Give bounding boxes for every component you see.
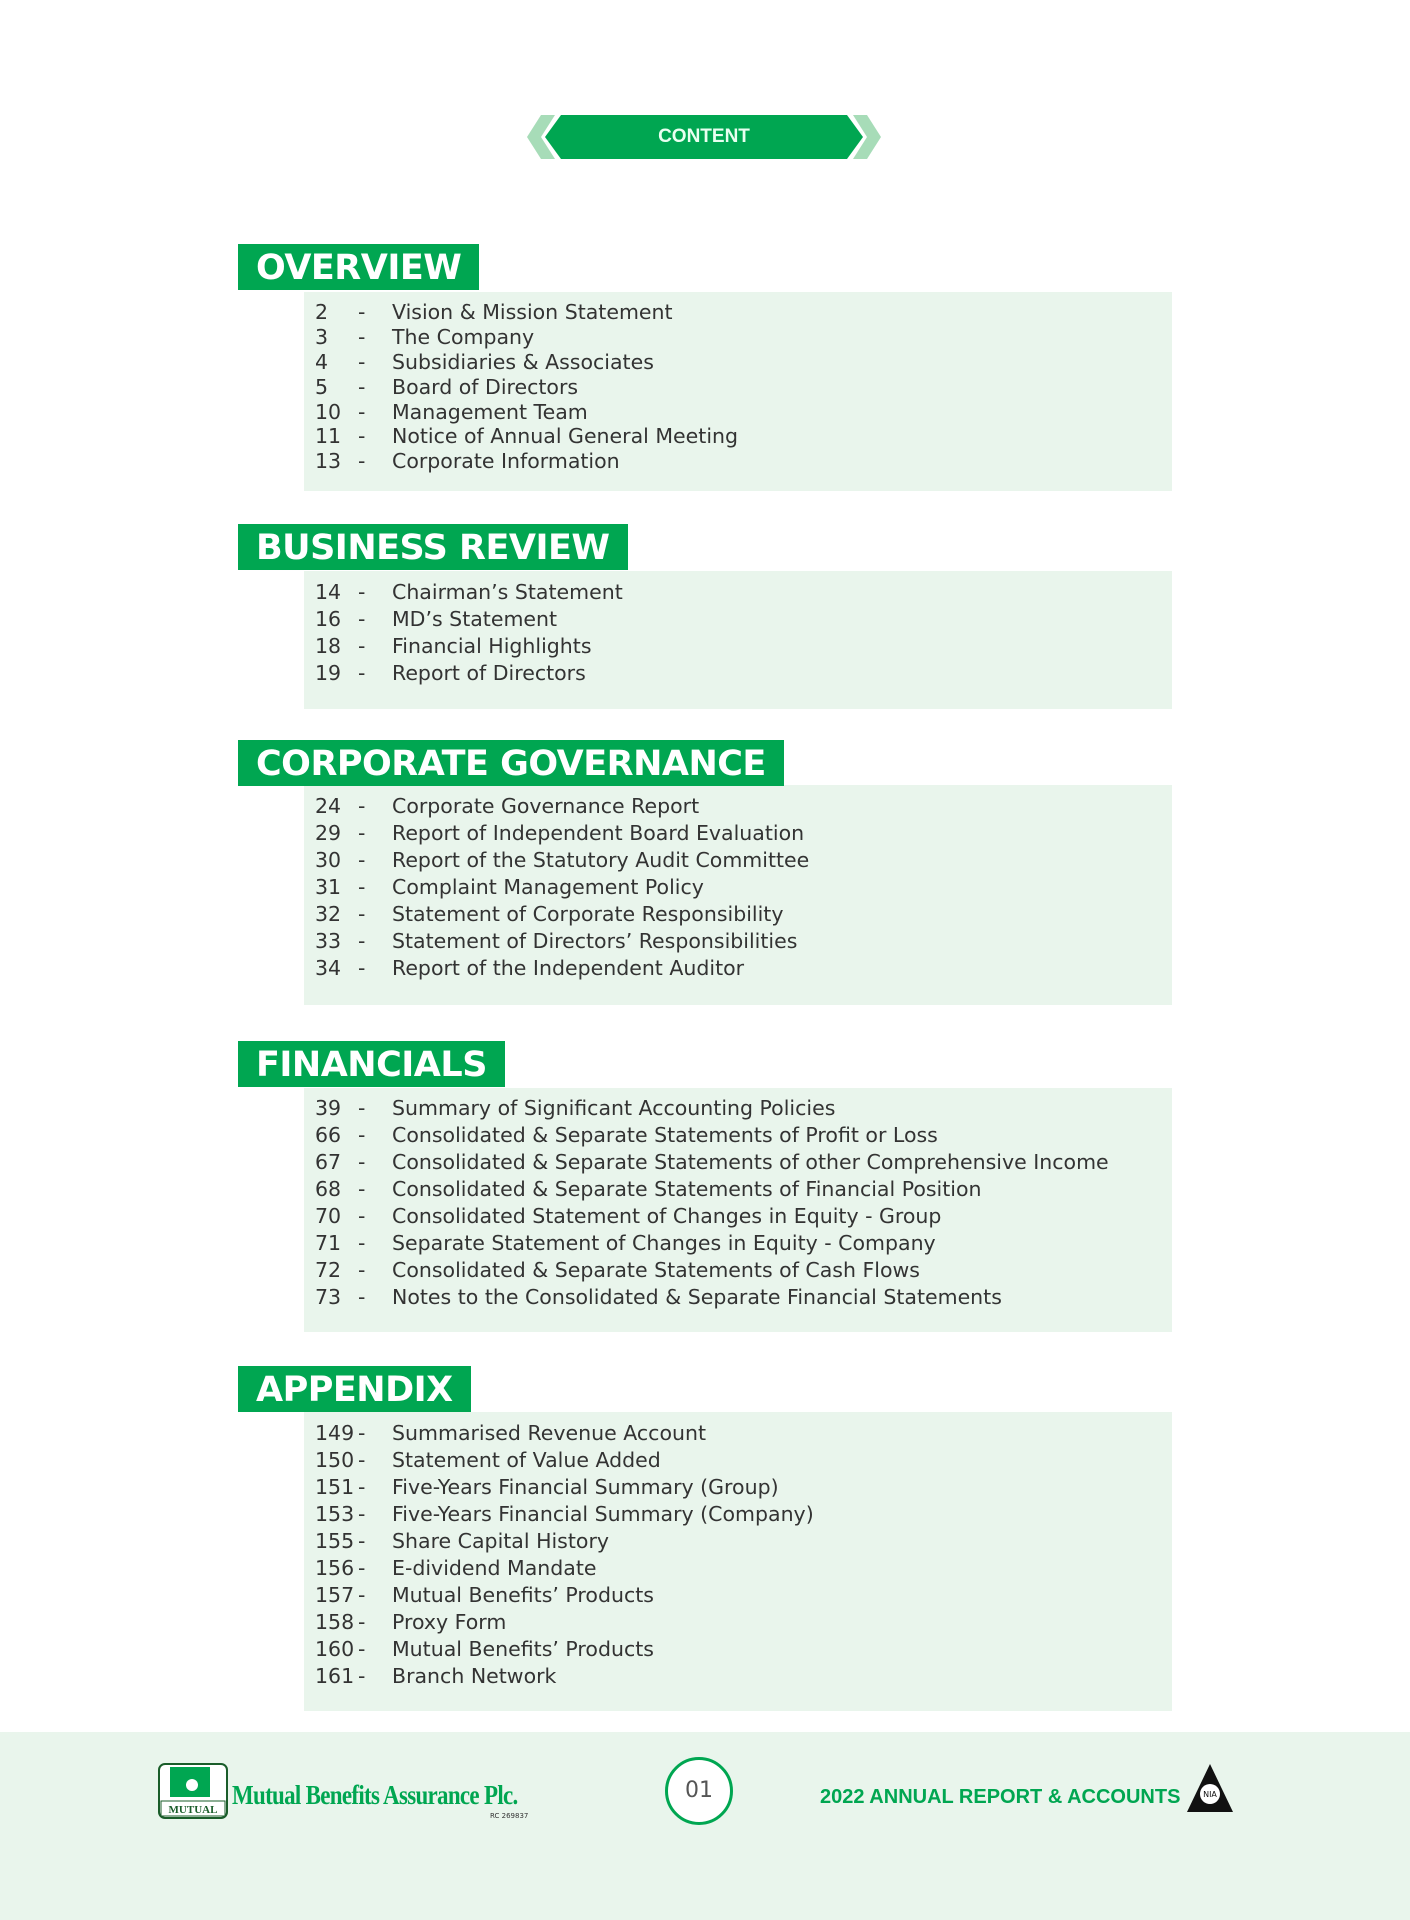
toc-page-number: 160 bbox=[315, 1637, 355, 1661]
toc-title: Statement of Value Added bbox=[392, 1448, 661, 1472]
toc-title: Corporate Governance Report bbox=[392, 794, 700, 818]
toc-page-number: 31 bbox=[315, 875, 342, 899]
toc-page-number: 161 bbox=[315, 1664, 355, 1688]
toc-page-number: 29 bbox=[315, 821, 342, 845]
toc-title: Consolidated Statement of Changes in Equity - Group bbox=[392, 1204, 942, 1228]
mutual-logo-icon bbox=[158, 1763, 228, 1819]
toc-page-number: 2 bbox=[315, 300, 329, 324]
toc-dash: - bbox=[358, 424, 366, 449]
toc-title: Consolidated & Separate Statements of other Comprehensive Income bbox=[392, 1150, 1109, 1174]
section-financials bbox=[304, 1088, 1172, 1332]
toc-page-number: 158 bbox=[315, 1610, 355, 1634]
toc-page-number: 19 bbox=[315, 661, 342, 685]
toc-title: Summary of Significant Accounting Policies bbox=[392, 1096, 836, 1120]
toc-title: Chairman’s Statement bbox=[392, 580, 623, 604]
toc-page-number: 72 bbox=[315, 1258, 342, 1282]
toc-page-number: 151 bbox=[315, 1475, 355, 1499]
toc-page-number: 153 bbox=[315, 1502, 355, 1526]
toc-page-number: 14 bbox=[315, 580, 342, 604]
toc-title: The Company bbox=[392, 324, 535, 349]
toc-title: Vision & Mission Statement bbox=[392, 300, 673, 324]
toc-dash: - bbox=[358, 1285, 366, 1309]
toc-title: Consolidated & Separate Statements of Cash Flows bbox=[392, 1258, 920, 1282]
toc-page-number: 71 bbox=[315, 1231, 342, 1255]
toc-title: Financial Highlights bbox=[392, 634, 592, 658]
toc-dash: - bbox=[358, 1231, 366, 1255]
toc-dash: - bbox=[358, 1583, 366, 1607]
toc-dash: - bbox=[358, 821, 366, 845]
toc-dash: - bbox=[358, 300, 366, 324]
toc-dash: - bbox=[358, 902, 366, 926]
toc-title: E-dividend Mandate bbox=[392, 1556, 597, 1580]
toc-title: Statement of Directors’ Responsibilities bbox=[392, 929, 798, 953]
toc-dash: - bbox=[358, 1123, 366, 1147]
toc-dash: - bbox=[358, 580, 366, 604]
section-heading-appendix: APPENDIX bbox=[238, 1366, 471, 1412]
content-title: CONTENT bbox=[658, 126, 750, 147]
toc-title: Consolidated & Separate Statements of Financial Position bbox=[392, 1177, 982, 1201]
report-title: 2022 ANNUAL REPORT & ACCOUNTS bbox=[820, 1786, 1181, 1808]
toc-title: Report of Independent Board Evaluation bbox=[392, 821, 805, 845]
section-heading-corporate-governance: CORPORATE GOVERNANCE bbox=[238, 740, 784, 786]
toc-dash: - bbox=[358, 1475, 366, 1499]
company-name: Mutual Benefits Assurance Plc. bbox=[232, 1780, 518, 1810]
svg-text:MUTUAL: MUTUAL bbox=[168, 1804, 218, 1816]
section-heading-overview: OVERVIEW bbox=[238, 244, 479, 290]
page-number: 01 bbox=[665, 1757, 733, 1825]
content-banner bbox=[521, 115, 887, 159]
toc-page-number: 13 bbox=[315, 449, 342, 474]
toc-dash: - bbox=[358, 1448, 366, 1472]
toc-page-number: 10 bbox=[315, 399, 342, 424]
toc-title: Share Capital History bbox=[392, 1529, 610, 1553]
toc-page-number: 4 bbox=[315, 349, 329, 374]
toc-dash: - bbox=[358, 634, 366, 658]
toc-title: Corporate Information bbox=[392, 449, 620, 474]
toc-page-number: 18 bbox=[315, 634, 342, 658]
toc-page-number: 66 bbox=[315, 1123, 342, 1147]
section-overview bbox=[304, 292, 1172, 491]
toc-dash: - bbox=[358, 929, 366, 953]
section-appendix bbox=[304, 1412, 1172, 1711]
toc-title: Mutual Benefits’ Products bbox=[392, 1637, 654, 1661]
toc-title: Report of the Independent Auditor bbox=[392, 956, 745, 980]
toc-page-number: 156 bbox=[315, 1556, 355, 1580]
toc-dash: - bbox=[358, 374, 366, 399]
rc-number: RC 269837 bbox=[490, 1812, 529, 1820]
toc-page-number: 150 bbox=[315, 1448, 355, 1472]
toc-page-number: 67 bbox=[315, 1150, 342, 1174]
toc-page-number: 73 bbox=[315, 1285, 342, 1309]
toc-dash: - bbox=[358, 607, 366, 631]
toc-page-number: 68 bbox=[315, 1177, 342, 1201]
toc-title: Report of the Statutory Audit Committee bbox=[392, 848, 810, 872]
toc-title: Complaint Management Policy bbox=[392, 875, 704, 899]
toc-title: Consolidated & Separate Statements of Profit or Loss bbox=[392, 1123, 938, 1147]
toc-dash: - bbox=[358, 661, 366, 685]
toc-title: Proxy Form bbox=[392, 1610, 507, 1634]
section-heading-financials: FINANCIALS bbox=[238, 1041, 505, 1087]
toc-page-number: 30 bbox=[315, 848, 342, 872]
toc-title: Report of Directors bbox=[392, 661, 586, 685]
toc-page-number: 70 bbox=[315, 1204, 342, 1228]
toc-title: Separate Statement of Changes in Equity - Company bbox=[392, 1231, 936, 1255]
toc-title: MD’s Statement bbox=[392, 607, 558, 631]
toc-dash: - bbox=[358, 875, 366, 899]
section-business-review bbox=[304, 571, 1172, 709]
toc-title: Five-Years Financial Summary (Company) bbox=[392, 1502, 814, 1526]
toc-dash: - bbox=[358, 1204, 366, 1228]
toc-dash: - bbox=[358, 349, 366, 374]
toc-dash: - bbox=[358, 848, 366, 872]
svg-text:NIA: NIA bbox=[1203, 1790, 1217, 1799]
toc-title: Summarised Revenue Account bbox=[392, 1421, 707, 1445]
toc-dash: - bbox=[358, 1421, 366, 1445]
toc-page-number: 155 bbox=[315, 1529, 355, 1553]
nia-logo-icon bbox=[1185, 1762, 1235, 1818]
toc-title: Notice of Annual General Meeting bbox=[392, 424, 739, 449]
toc-dash: - bbox=[358, 1258, 366, 1282]
toc-dash: - bbox=[358, 1150, 366, 1174]
toc-page-number: 16 bbox=[315, 607, 342, 631]
toc-title: Statement of Corporate Responsibility bbox=[392, 902, 784, 926]
toc-dash: - bbox=[358, 399, 366, 424]
toc-page-number: 157 bbox=[315, 1583, 355, 1607]
toc-dash: - bbox=[358, 1610, 366, 1634]
toc-page-number: 33 bbox=[315, 929, 342, 953]
toc-page-number: 34 bbox=[315, 956, 342, 980]
toc-dash: - bbox=[358, 1529, 366, 1553]
toc-dash: - bbox=[358, 794, 366, 818]
toc-page-number: 5 bbox=[315, 374, 329, 399]
toc-title: Subsidiaries & Associates bbox=[392, 349, 654, 374]
toc-dash: - bbox=[358, 1556, 366, 1580]
toc-dash: - bbox=[358, 1502, 366, 1526]
toc-page-number: 149 bbox=[315, 1421, 355, 1445]
toc-title: Mutual Benefits’ Products bbox=[392, 1583, 654, 1607]
section-heading-business-review: BUSINESS REVIEW bbox=[238, 524, 628, 570]
toc-dash: - bbox=[358, 449, 366, 474]
toc-title: Board of Directors bbox=[392, 374, 579, 399]
toc-page-number: 3 bbox=[315, 324, 329, 349]
toc-title: Notes to the Consolidated & Separate Financial Statements bbox=[392, 1285, 1002, 1309]
toc-page-number: 24 bbox=[315, 794, 342, 818]
toc-dash: - bbox=[358, 1177, 366, 1201]
section-corporate-governance bbox=[304, 785, 1172, 1005]
toc-dash: - bbox=[358, 324, 366, 349]
toc-title: Management Team bbox=[392, 399, 588, 424]
toc-page-number: 39 bbox=[315, 1096, 342, 1120]
toc-title: Five-Years Financial Summary (Group) bbox=[392, 1475, 779, 1499]
toc-page-number: 32 bbox=[315, 902, 342, 926]
toc-dash: - bbox=[358, 1664, 366, 1688]
toc-dash: - bbox=[358, 1096, 366, 1120]
toc-title: Branch Network bbox=[392, 1664, 557, 1688]
toc-page-number: 11 bbox=[315, 424, 342, 449]
toc-dash: - bbox=[358, 956, 366, 980]
toc-dash: - bbox=[358, 1637, 366, 1661]
